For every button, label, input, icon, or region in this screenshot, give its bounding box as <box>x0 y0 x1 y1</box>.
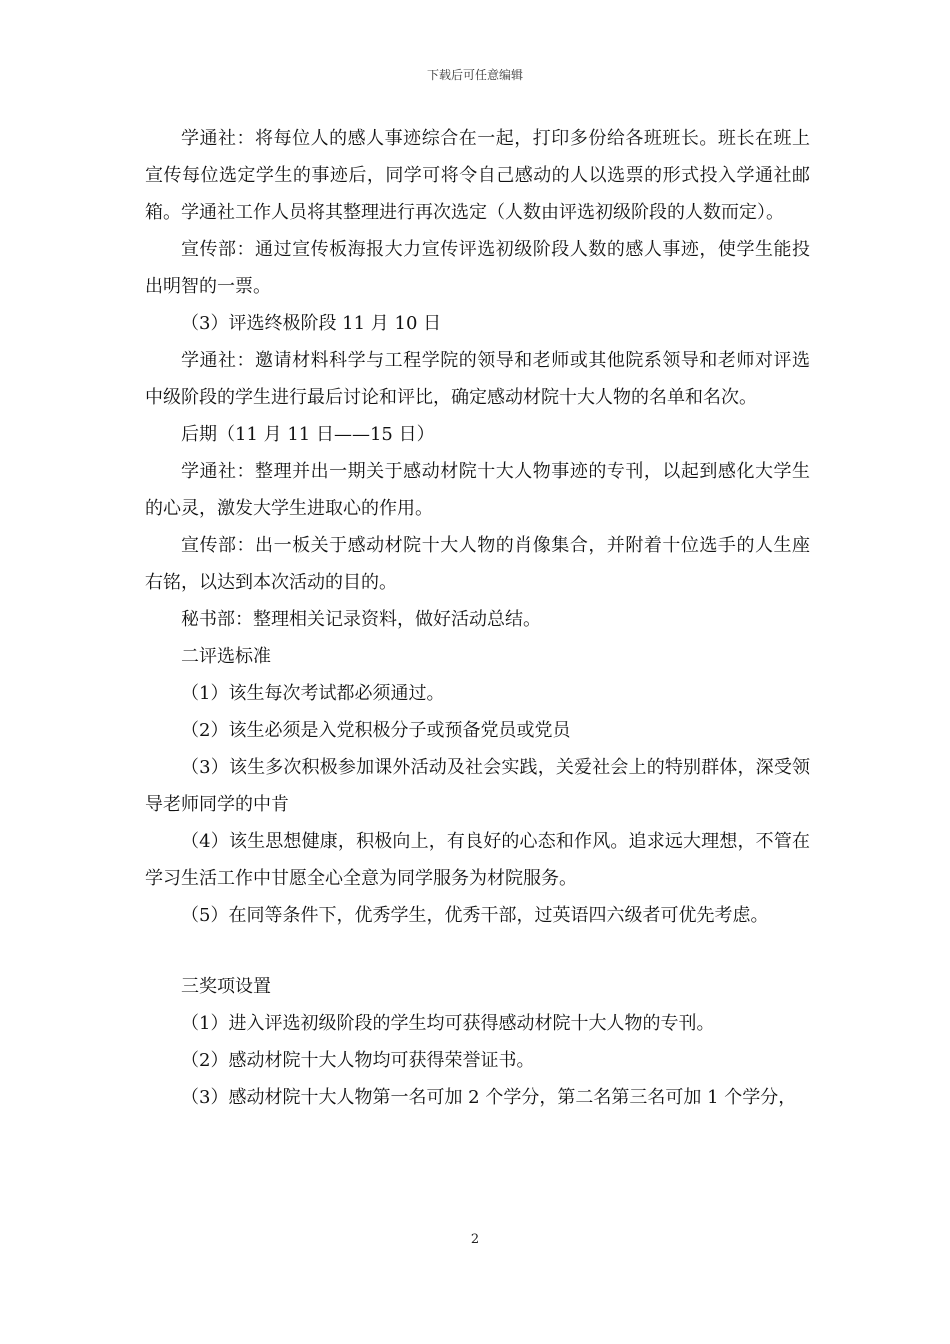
paragraph-xuetongshe-final-review: 学通社：邀请材料科学与工程学院的领导和老师或其他院系领导和老师对评选中级阶段的学生进行最后讨论和评比，确定感动材院十大人物的名单和名次。 <box>145 350 810 408</box>
award-item-3: （3）感动材院十大人物第一名可加 2 个学分，第二名第三名可加 1 个学分， <box>181 1087 797 1108</box>
award-item-1: （1）进入评选初级阶段的学生均可获得感动材院十大人物的专刊。 <box>181 1013 715 1034</box>
document-body <box>145 120 810 1116</box>
paragraph-later-stage-heading: 后期（11 月 11 日——15 日） <box>181 424 435 445</box>
award-item-2: （2）感动材院十大人物均可获得荣誉证书。 <box>181 1050 535 1071</box>
page-number: 2 <box>470 1232 480 1247</box>
paragraph-xuanchuanbu-portraits: 宣传部：出一板关于感动材院十大人物的肖像集合，并附着十位选手的人生座右铭，以达到本次活动的目的。 <box>145 535 810 593</box>
page-header: 下载后可任意编辑 <box>426 68 523 82</box>
paragraph-final-stage-heading: （3）评选终极阶段 11 月 10 日 <box>181 313 442 334</box>
section-heading-awards: 三奖项设置 <box>181 976 271 997</box>
criteria-item-2: （2）该生必须是入党积极分子或预备党员或党员 <box>181 720 571 741</box>
section-heading-criteria: 二评选标准 <box>181 646 271 667</box>
criteria-item-1: （1）该生每次考试都必须通过。 <box>181 683 445 704</box>
criteria-item-4: （4）该生思想健康，积极向上，有良好的心态和作风。追求远大理想，不管在学习生活工作中甘愿全心全意为同学服务为材院服务。 <box>145 831 810 889</box>
criteria-item-3: （3）该生多次积极参加课外活动及社会实践，关爱社会上的特别群体，深受领导老师同学的中肯 <box>145 757 810 815</box>
paragraph-mishubu-summary: 秘书部：整理相关记录资料，做好活动总结。 <box>181 609 541 630</box>
paragraph-xuanchuanbu-poster: 宣传部：通过宣传板海报大力宣传评选初级阶段人数的感人事迹，使学生能投出明智的一票。 <box>145 239 810 297</box>
criteria-item-5: （5）在同等条件下，优秀学生，优秀干部，过英语四六级者可优先考虑。 <box>181 905 769 926</box>
paragraph-xuetongshe-summary: 学通社：将每位人的感人事迹综合在一起，打印多份给各班班长。班长在班上宣传每位选定学生的事迹后，同学可将令自己感动的人以选票的形式投入学通社邮箱。学通社工作人员将其整理进行再次选定（人数由评选初级阶段的人数而定）。 <box>145 128 810 223</box>
paragraph-xuetongshe-special-issue: 学通社：整理并出一期关于感动材院十大人物事迹的专刊，以起到感化大学生的心灵，激发大学生进取心的作用。 <box>145 461 810 519</box>
